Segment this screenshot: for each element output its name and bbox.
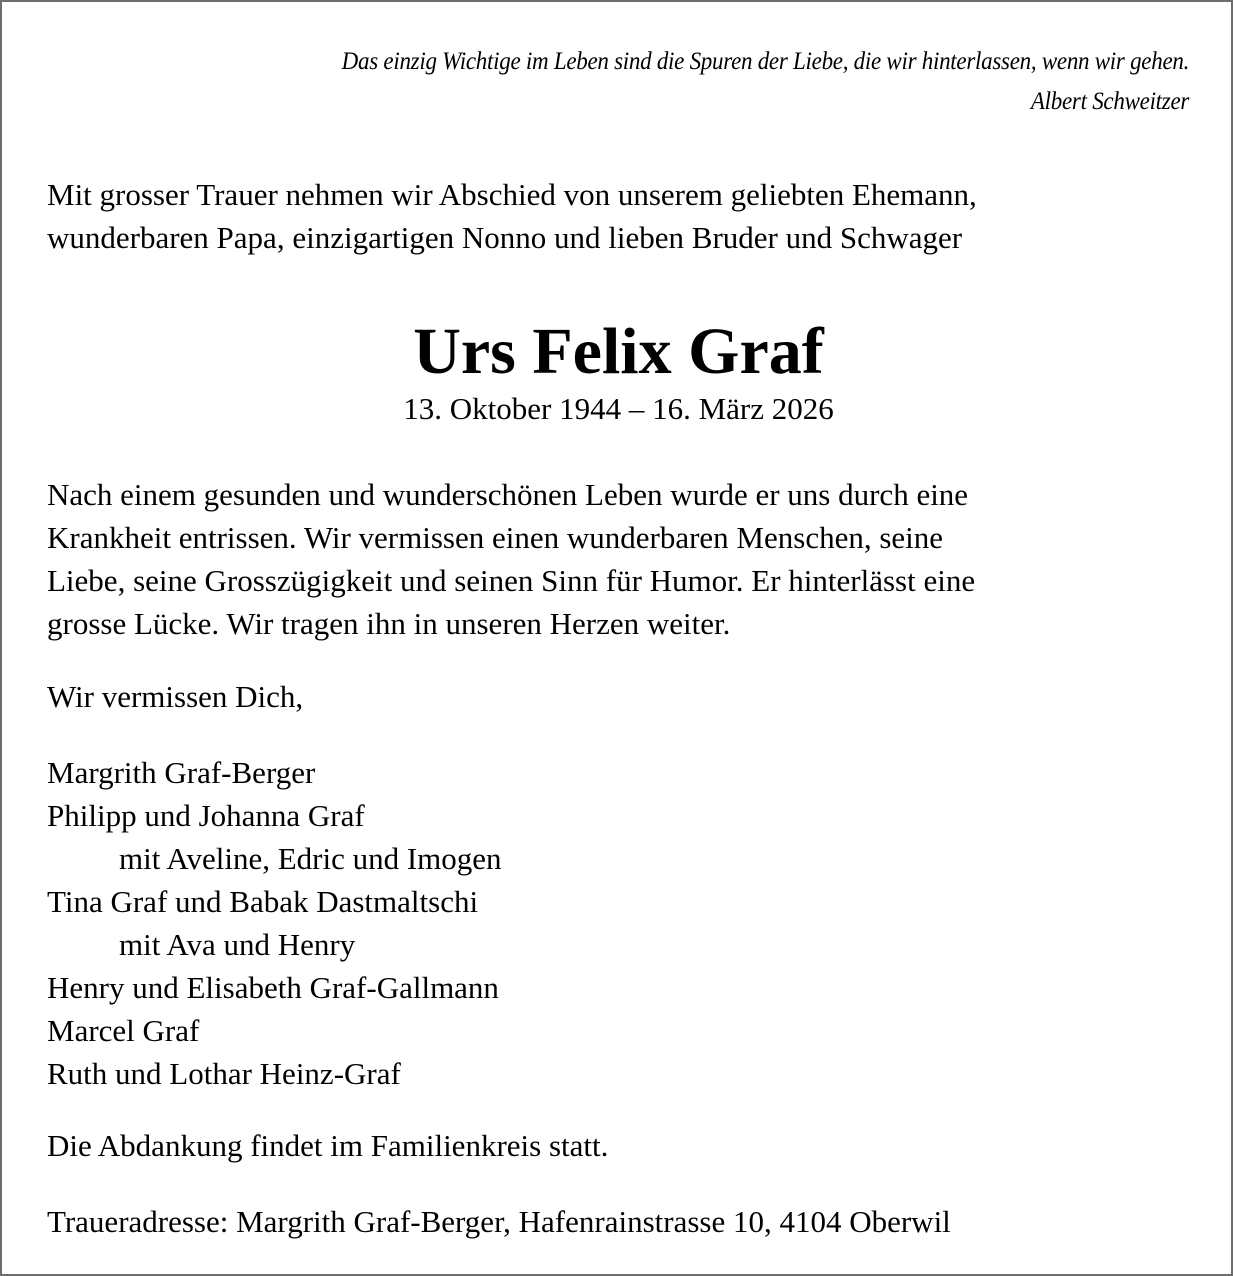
quote-text: Das einzig Wichtige im Leben sind die Spuren der Liebe, die wir hinterlassen, wenn wir gehen.: [341, 48, 1189, 75]
closing-line: Wir vermissen Dich,: [47, 679, 304, 714]
family-member: Henry und Elisabeth Graf-Gallmann: [47, 970, 499, 1005]
paragraph-line: Krankheit entrissen. Wir vermissen einen wunderbaren Menschen, seine: [47, 520, 944, 555]
family-grandchildren: mit Aveline, Edric und Imogen: [119, 841, 502, 876]
family-member: Ruth und Lothar Heinz-Graf: [47, 1056, 401, 1091]
tribute-paragraph: [47, 473, 975, 645]
intro-text: [47, 173, 977, 259]
family-member: Marcel Graf: [47, 1013, 200, 1048]
mourning-address: Traueradresse: Margrith Graf-Berger, Hafenrainstrasse 10, 4104 Oberwil: [47, 1204, 951, 1239]
family-list: [47, 751, 502, 1095]
epigraph-quote: [342, 42, 1189, 122]
family-grandchildren: mit Ava und Henry: [119, 927, 356, 962]
intro-line: wunderbaren Papa, einzigartigen Nonno und lieben Bruder und Schwager: [47, 220, 963, 255]
paragraph-line: Nach einem gesunden und wunderschönen Leben wurde er uns durch eine: [47, 477, 969, 512]
intro-line: Mit grosser Trauer nehmen wir Abschied von unserem geliebten Ehemann,: [47, 177, 977, 212]
deceased-name: Urs Felix Graf: [413, 315, 824, 388]
quote-author: Albert Schweitzer: [1030, 88, 1189, 115]
life-dates: 13. Oktober 1944 – 16. März 2026: [403, 391, 834, 426]
family-member: Tina Graf und Babak Dastmaltschi: [47, 884, 479, 919]
paragraph-line: Liebe, seine Grosszügigkeit und seinen Sinn für Humor. Er hinterlässt eine: [47, 563, 976, 598]
ceremony-note: Die Abdankung findet im Familienkreis statt.: [47, 1128, 609, 1163]
family-member: Philipp und Johanna Graf: [47, 798, 365, 833]
paragraph-line: grosse Lücke. Wir tragen ihn in unseren Herzen weiter.: [47, 606, 731, 641]
family-member: Margrith Graf-Berger: [47, 755, 316, 790]
